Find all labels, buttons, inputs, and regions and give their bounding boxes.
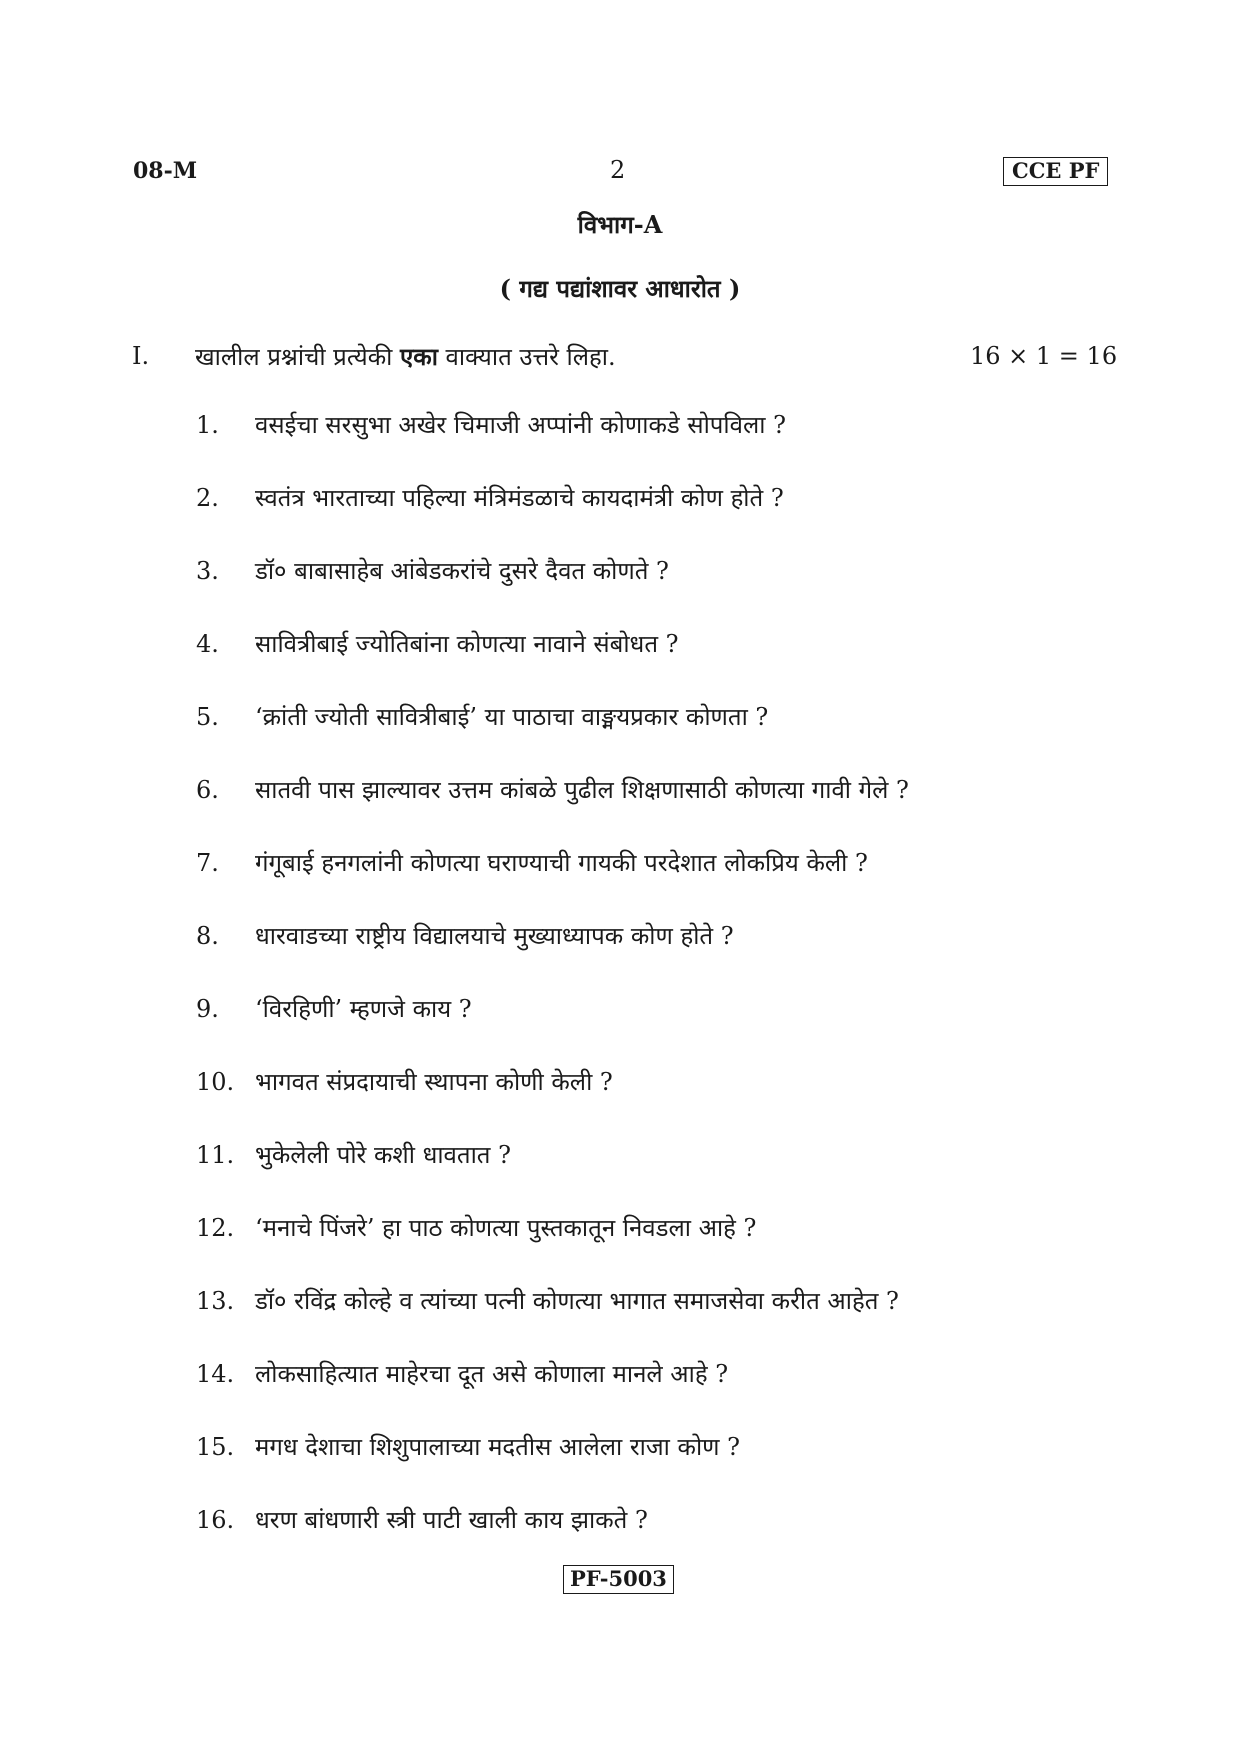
item-text: सातवी पास झाल्यावर उत्तम कांबळे पुढील शिक्षणासाठी कोणत्या गावी गेले ? (255, 776, 909, 804)
list-item (0, 843, 1240, 883)
page-number: 2 (610, 156, 626, 184)
item-text: गंगूबाई हनगलांनी कोणत्या घराण्याची गायकी परदेशात लोकप्रिय केली ? (255, 849, 868, 877)
item-text: भागवत संप्रदायाची स्थापना कोणी केली ? (255, 1068, 613, 1096)
item-number: 2. (196, 484, 219, 512)
list-item (0, 916, 1240, 956)
list-item (0, 1281, 1240, 1321)
item-text: डॉ० रविंद्र कोल्हे व त्यांच्या पत्नी कोणत्या भागात समाजसेवा करीत आहेत ? (255, 1287, 899, 1315)
list-item (0, 1500, 1240, 1540)
item-number: 4. (196, 630, 219, 658)
list-item (0, 551, 1240, 591)
question-number: I. (132, 342, 150, 370)
list-item (0, 989, 1240, 1029)
item-text: ‘विरहिणी’ म्हणजे काय ? (255, 995, 472, 1023)
instruction-pre: खालील प्रश्नांची प्रत्येकी (195, 343, 400, 371)
item-number: 10. (196, 1068, 235, 1096)
section-title: विभाग-A (577, 210, 663, 239)
item-number: 5. (196, 703, 219, 731)
list-item (0, 1062, 1240, 1102)
instruction-post: वाक्यात उत्तरे लिहा. (437, 343, 616, 371)
item-text: धारवाडच्या राष्ट्रीय विद्यालयाचे मुख्याध्यापक कोण होते ? (255, 922, 734, 950)
list-item (0, 405, 1240, 445)
item-text: ‘क्रांती ज्योती सावित्रीबाई’ या पाठाचा वाङ्मयप्रकार कोणता ? (255, 703, 769, 731)
item-number: 16. (196, 1506, 235, 1534)
item-number: 14. (196, 1360, 235, 1388)
item-text: वसईचा सरसुभा अखेर चिमाजी अप्पांनी कोणाकडे सोपविला ? (255, 411, 786, 439)
list-item (0, 1354, 1240, 1394)
item-number: 7. (196, 849, 219, 877)
item-number: 1. (196, 411, 219, 439)
item-text: मगध देशाचा शिशुपालाच्या मदतीस आलेला राजा कोण ? (255, 1433, 741, 1461)
item-text: डॉ० बाबासाहेब आंबेडकरांचे दुसरे दैवत कोणते ? (255, 557, 669, 585)
instruction-bold: एका (399, 342, 438, 371)
paper-code: 08-M (133, 158, 198, 184)
item-text: स्वतंत्र भारताच्या पहिल्या मंत्रिमंडळाचे कायदामंत्री कोण होते ? (255, 484, 784, 512)
item-number: 3. (196, 557, 219, 585)
question-marks: 16 × 1 = 16 (970, 342, 1118, 370)
item-text: लोकसाहित्यात माहेरचा दूत असे कोणाला मानले आहे ? (255, 1360, 729, 1388)
item-text: धरण बांधणारी स्त्री पाटी खाली काय झाकते ? (255, 1506, 648, 1534)
list-item (0, 1208, 1240, 1248)
item-number: 15. (196, 1433, 235, 1461)
section-subtitle: ( गद्य पद्यांशावर आधारोत ) (499, 274, 741, 303)
item-text: भुकेलेली पोरे कशी धावतात ? (255, 1141, 511, 1169)
list-item (0, 1427, 1240, 1467)
item-number: 12. (196, 1214, 235, 1242)
item-text: सावित्रीबाई ज्योतिबांना कोणत्या नावाने संबोधत ? (255, 630, 679, 658)
item-number: 8. (196, 922, 219, 950)
list-item (0, 770, 1240, 810)
item-text: ‘मनाचे पिंजरे’ हा पाठ कोणत्या पुस्तकातून निवडला आहे ? (255, 1214, 757, 1242)
item-number: 6. (196, 776, 219, 804)
series-box: CCE PF (1003, 157, 1108, 186)
item-number: 11. (196, 1141, 235, 1169)
footer-code-box: PF-5003 (563, 1565, 674, 1594)
list-item (0, 624, 1240, 664)
list-item (0, 1135, 1240, 1175)
item-number: 13. (196, 1287, 235, 1315)
list-item (0, 697, 1240, 737)
question-instruction (195, 340, 616, 373)
item-number: 9. (196, 995, 219, 1023)
list-item (0, 478, 1240, 518)
